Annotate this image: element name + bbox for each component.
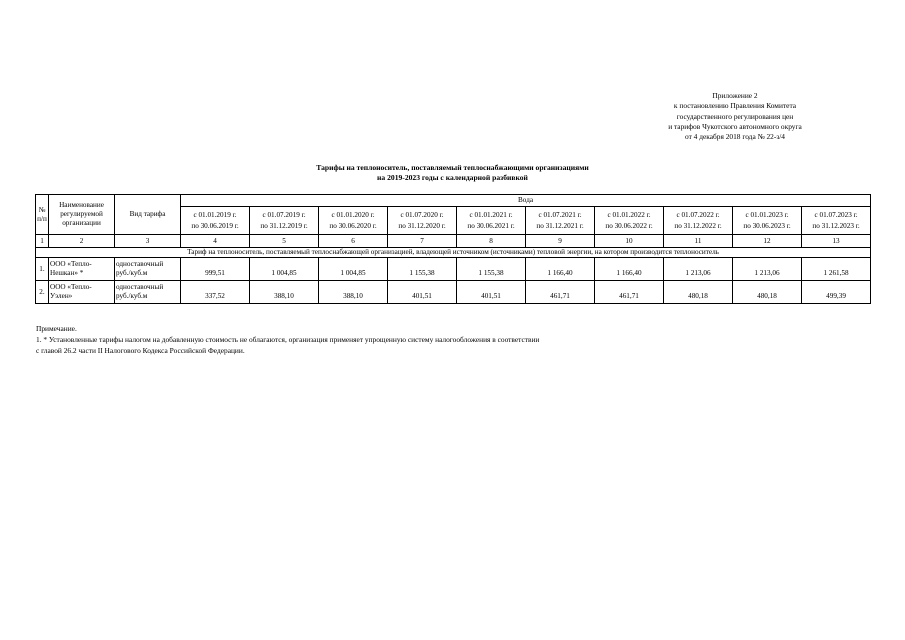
- notes-line-1: 1. * Установленные тарифы налогом на добавленную стоимость не облагаются, организация применяет упрощенную систему налогообложения в соответствии: [36, 334, 540, 344]
- column-number: 7: [388, 235, 457, 248]
- tariff-value: [733, 258, 802, 281]
- period-cell: [733, 207, 802, 235]
- period-cell: [802, 207, 871, 235]
- row-num: 2.: [36, 281, 49, 304]
- column-number-row: [36, 235, 871, 248]
- column-number: 10: [595, 235, 664, 248]
- tariff-value-text: 388,10: [343, 291, 363, 300]
- column-number: 13: [802, 235, 871, 248]
- tariff-value: [457, 258, 526, 281]
- tariff-value: [388, 281, 457, 304]
- period-to: по 30.06.2022 г.: [605, 221, 653, 230]
- appendix-line-1: Приложение 2: [712, 91, 758, 100]
- tariff-value: [181, 258, 250, 281]
- appendix-block: [620, 91, 850, 142]
- period-from: с 01.01.2021 г.: [469, 210, 513, 219]
- section-heading: Тариф на теплоноситель, поставляемый теплоснабжающей организацией, владеющей источником (источниками) тепловой энергии, на котором производится теплоноситель: [36, 248, 871, 258]
- column-number: 12: [733, 235, 802, 248]
- column-number: 1: [36, 235, 49, 248]
- tariff-table: [35, 194, 871, 304]
- tariff-value-text: 461,71: [619, 291, 639, 300]
- row-org: ООО «Тепло-Уэлен»: [49, 281, 115, 304]
- table-row: [36, 281, 871, 304]
- tariff-value-text: 480,18: [688, 291, 708, 300]
- tariff-value-text: 401,51: [481, 291, 501, 300]
- period-from: с 01.07.2020 г.: [400, 210, 444, 219]
- period-from: с 01.01.2020 г.: [331, 210, 375, 219]
- row-num: 1.: [36, 258, 49, 281]
- appendix-line-4: и тарифов Чукотского автономного округа: [668, 121, 802, 131]
- period-cell: [526, 207, 595, 235]
- tariff-value: [250, 281, 319, 304]
- tariff-value: [457, 281, 526, 304]
- period-cell: [388, 207, 457, 235]
- header-tariff-type: Вид тарифа: [115, 195, 181, 235]
- column-number: 11: [664, 235, 733, 248]
- tariff-value: [250, 258, 319, 281]
- period-from: с 01.01.2019 г.: [193, 210, 237, 219]
- tariff-value: [664, 281, 733, 304]
- column-number: 6: [319, 235, 388, 248]
- period-to: по 30.06.2019 г.: [191, 221, 239, 230]
- document-title: [0, 163, 905, 183]
- tariff-value-text: 1 166,40: [547, 268, 573, 277]
- column-number: 4: [181, 235, 250, 248]
- tariff-value-text: 461,71: [550, 291, 570, 300]
- period-to: по 30.06.2020 г.: [329, 221, 377, 230]
- column-number: 5: [250, 235, 319, 248]
- tariff-value: [181, 281, 250, 304]
- tariff-value: [319, 281, 388, 304]
- notes-block: [36, 324, 876, 356]
- tariff-value-text: 401,51: [412, 291, 432, 300]
- tariff-value-text: 1 261,58: [823, 268, 849, 277]
- period-from: с 01.07.2023 г.: [814, 210, 858, 219]
- tariff-value: [802, 281, 871, 304]
- tariff-value: [595, 281, 664, 304]
- title-line-1: Тарифы на теплоноситель, поставляемый теплоснабжающими организациями: [316, 163, 589, 172]
- table-row: [36, 258, 871, 281]
- tariff-value: [595, 258, 664, 281]
- tariff-value-text: 1 213,06: [754, 268, 780, 277]
- period-to: по 30.06.2023 г.: [743, 221, 791, 230]
- header-org: Наименование регулируемой организации: [49, 195, 115, 235]
- tariff-value-text: 499,39: [826, 291, 846, 300]
- appendix-line-3: государственного регулирования цен: [676, 111, 794, 121]
- period-to: по 30.06.2021 г.: [467, 221, 515, 230]
- tariff-value-text: 1 004,85: [340, 268, 366, 277]
- tariff-value: [733, 281, 802, 304]
- tariff-value: [526, 258, 595, 281]
- period-to: по 31.12.2022 г.: [674, 221, 722, 230]
- tariff-value-text: 1 155,38: [478, 268, 504, 277]
- period-cell: [457, 207, 526, 235]
- period-from: с 01.01.2023 г.: [745, 210, 789, 219]
- header-water: Вода: [181, 195, 871, 207]
- tariff-value-text: 1 166,40: [616, 268, 642, 277]
- column-number: 9: [526, 235, 595, 248]
- tariff-value-text: 999,51: [205, 268, 225, 277]
- period-cell: [181, 207, 250, 235]
- tariff-value-text: 480,18: [757, 291, 777, 300]
- period-to: по 31.12.2021 г.: [536, 221, 584, 230]
- column-number: 8: [457, 235, 526, 248]
- row-tariff-type: одноставочный руб./куб.м: [115, 258, 181, 281]
- period-cell: [664, 207, 733, 235]
- tariff-value-text: 337,52: [205, 291, 225, 300]
- period-from: с 01.07.2021 г.: [538, 210, 582, 219]
- row-tariff-type: одноставочный руб./куб.м: [115, 281, 181, 304]
- appendix-line-5: от 4 декабря 2018 года № 22-з/4: [685, 132, 785, 142]
- period-cell: [250, 207, 319, 235]
- period-from: с 01.07.2019 г.: [262, 210, 306, 219]
- tariff-value: [802, 258, 871, 281]
- notes-line-2: с главой 26.2 части II Налогового Кодекса Российской Федерации.: [36, 345, 245, 355]
- tariff-value-text: 388,10: [274, 291, 294, 300]
- period-to: по 31.12.2020 г.: [398, 221, 446, 230]
- period-to: по 31.12.2023 г.: [812, 221, 860, 230]
- tariff-value: [664, 258, 733, 281]
- tariff-value-text: 1 213,06: [685, 268, 711, 277]
- tariff-value: [388, 258, 457, 281]
- tariff-value: [319, 258, 388, 281]
- period-from: с 01.07.2022 г.: [676, 210, 720, 219]
- tariff-value-text: 1 004,85: [271, 268, 297, 277]
- row-org: ООО «Тепло-Нешкан» *: [49, 258, 115, 281]
- tariff-value-text: 1 155,38: [409, 268, 435, 277]
- notes-title: Примечание.: [36, 324, 77, 333]
- period-cell: [595, 207, 664, 235]
- period-to: по 31.12.2019 г.: [260, 221, 308, 230]
- tariff-value: [526, 281, 595, 304]
- appendix-line-2: к постановлению Правления Комитета: [673, 101, 797, 111]
- header-num: № п/п: [36, 195, 49, 235]
- period-cell: [319, 207, 388, 235]
- column-number: 3: [115, 235, 181, 248]
- column-number: 2: [49, 235, 115, 248]
- title-line-2: на 2019-2023 годы с календарной разбивкой: [377, 173, 528, 182]
- period-from: с 01.01.2022 г.: [607, 210, 651, 219]
